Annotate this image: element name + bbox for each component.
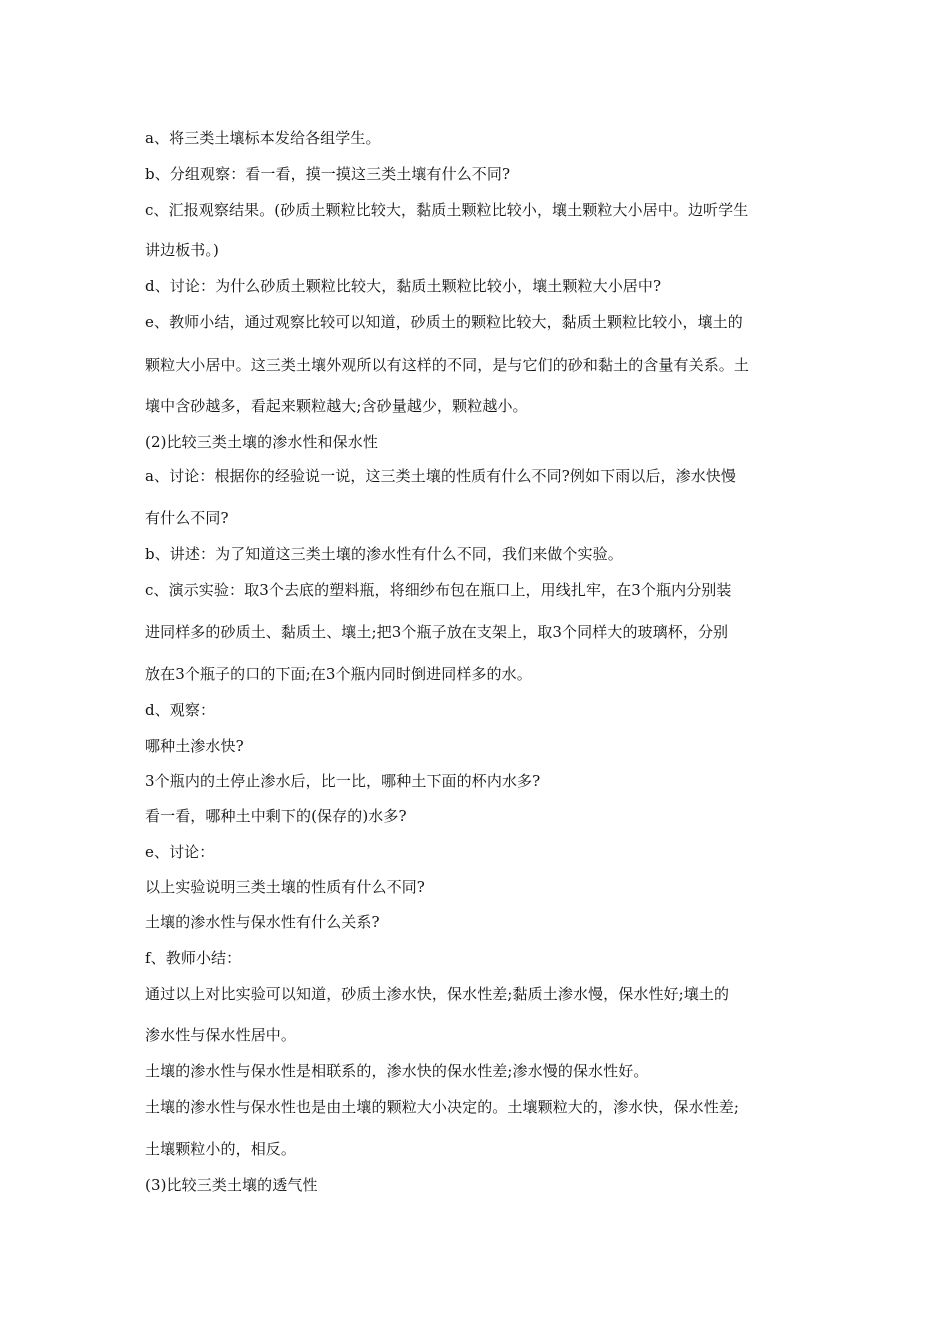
text-line: 以上实验说明三类土壤的性质有什么不同? [145, 878, 425, 896]
text-line: 通过以上对比实验可以知道，砂质土渗水快，保水性差;黏质土渗水慢，保水性好;壤土的 [145, 985, 730, 1003]
text-line: 颗粒大小居中。这三类土壤外观所以有这样的不同，是与它们的砂和黏土的含量有关系。土 [145, 356, 750, 374]
text-line: d、观察： [145, 701, 216, 719]
text-line: 看一看，哪种土中剩下的(保存的)水多? [145, 807, 407, 825]
text-line: 有什么不同? [145, 509, 229, 527]
text-line: f、教师小结： [145, 949, 242, 967]
text-line: 渗水性与保水性居中。 [145, 1026, 297, 1044]
text-line: b、讲述：为了知道这三类土壤的渗水性有什么不同，我们来做个实验。 [145, 545, 623, 563]
text-line: 土壤的渗水性与保水性有什么关系? [145, 913, 380, 931]
text-line: 土壤颗粒小的，相反。 [145, 1140, 297, 1158]
text-line: a、将三类土壤标本发给各组学生。 [145, 129, 381, 147]
text-line: 进同样多的砂质土、黏质土、壤土;把3个瓶子放在支架上，取3个同样大的玻璃杯，分别 [145, 623, 729, 641]
text-line: 土壤的渗水性与保水性是相联系的，渗水快的保水性差;渗水慢的保水性好。 [145, 1062, 649, 1080]
text-line: e、教师小结，通过观察比较可以知道，砂质土的颗粒比较大，黏质土颗粒比较小，壤土的 [145, 313, 743, 331]
text-line: 哪种土渗水快? [145, 737, 244, 755]
text-line: c、演示实验：取3个去底的塑料瓶，将细纱布包在瓶口上，用线扎牢，在3个瓶内分别装 [145, 581, 732, 599]
text-line: 放在3个瓶子的口的下面;在3个瓶内同时倒进同样多的水。 [145, 665, 532, 683]
text-line: a、讨论：根据你的经验说一说，这三类土壤的性质有什么不同?例如下雨以后，渗水快慢 [145, 467, 736, 485]
text-line: d、讨论：为什么砂质土颗粒比较大，黏质土颗粒比较小，壤土颗粒大小居中? [145, 277, 662, 295]
text-line: e、讨论： [145, 843, 215, 861]
section-heading: (2)比较三类土壤的渗水性和保水性 [145, 433, 378, 451]
text-line: 土壤的渗水性与保水性也是由土壤的颗粒大小决定的。土壤颗粒大的，渗水快，保水性差; [145, 1098, 740, 1116]
text-line: 3个瓶内的土停止渗水后，比一比，哪种土下面的杯内水多? [145, 772, 541, 790]
text-line: b、分组观察：看一看，摸一摸这三类土壤有什么不同? [145, 165, 511, 183]
text-line: 壤中含砂越多，看起来颗粒越大;含砂量越少，颗粒越小。 [145, 397, 528, 415]
section-heading: (3)比较三类土壤的透气性 [145, 1176, 318, 1194]
text-line: 讲边板书。) [145, 241, 219, 259]
text-line: c、汇报观察结果。(砂质土颗粒比较大，黏质土颗粒比较小，壤土颗粒大小居中。边听学生 [145, 201, 749, 219]
